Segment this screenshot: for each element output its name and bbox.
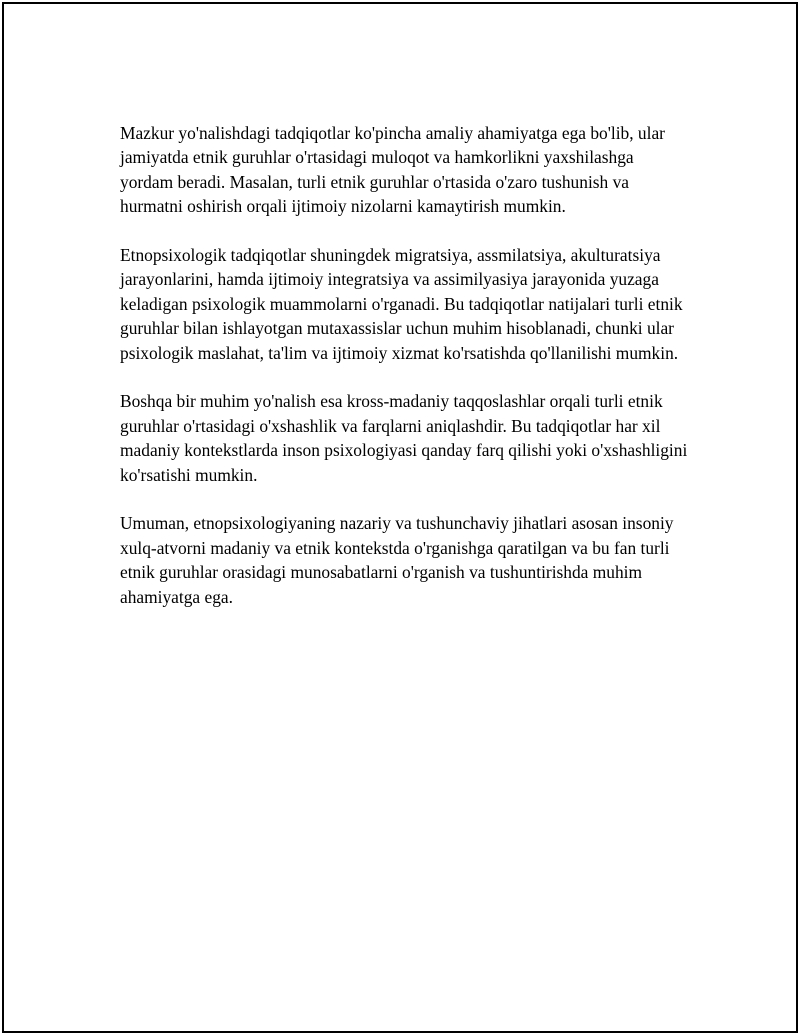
document-body [120,121,690,633]
page-border [2,2,798,1033]
paragraph-3: Boshqa bir muhim yo'nalish esa kross-madaniy taqqoslashlar orqali turli etnik guruhlar o'rtasidagi o'xshashlik va farqlarni aniqlashdir. Bu tadqiqotlar har xil madaniy kontekstlarda inson psixologiyasi qanday farq qilishi yoki o'xshashligini ko'rsatishi mumkin. [120,391,688,485]
paragraph-2: Etnopsixologik tadqiqotlar shuningdek migratsiya, assmilatsiya, akulturatsiya jarayonlarini, hamda ijtimoiy integratsiya va assimilyasiya jarayonida yuzaga keladigan psixologik muammolarni o'rganadi. Bu tadqiqotlar natijalari turli etnik guruhlar bilan ishlayotgan mutaxassislar uchun muhim hisoblanadi, chunki ular psixologik maslahat, ta'lim va ijtimoiy xizmat ko'rsatishda qo'llanilishi mumkin. [120,245,683,363]
paragraph-1: Mazkur yo'nalishdagi tadqiqotlar ko'pincha amaliy ahamiyatga ega bo'lib, ular jamiyatda etnik guruhlar o'rtasidagi muloqot va hamkorlikni yaxshilashga yordam beradi. Masalan, turli etnik guruhlar o'rtasida o'zaro tushunish va hurmatni oshirish orqali ijtimoiy nizolarni kamaytirish mumkin. [120,123,665,217]
paragraph-4: Umuman, etnopsixologiyaning nazariy va tushunchaviy jihatlari asosan insoniy xulq-atvorni madaniy va etnik kontekstda o'rganishga qaratilgan va bu fan turli etnik guruhlar orasidagi munosabatlarni o'rganish va tushuntirishda muhim ahamiyatga ega. [120,513,674,607]
